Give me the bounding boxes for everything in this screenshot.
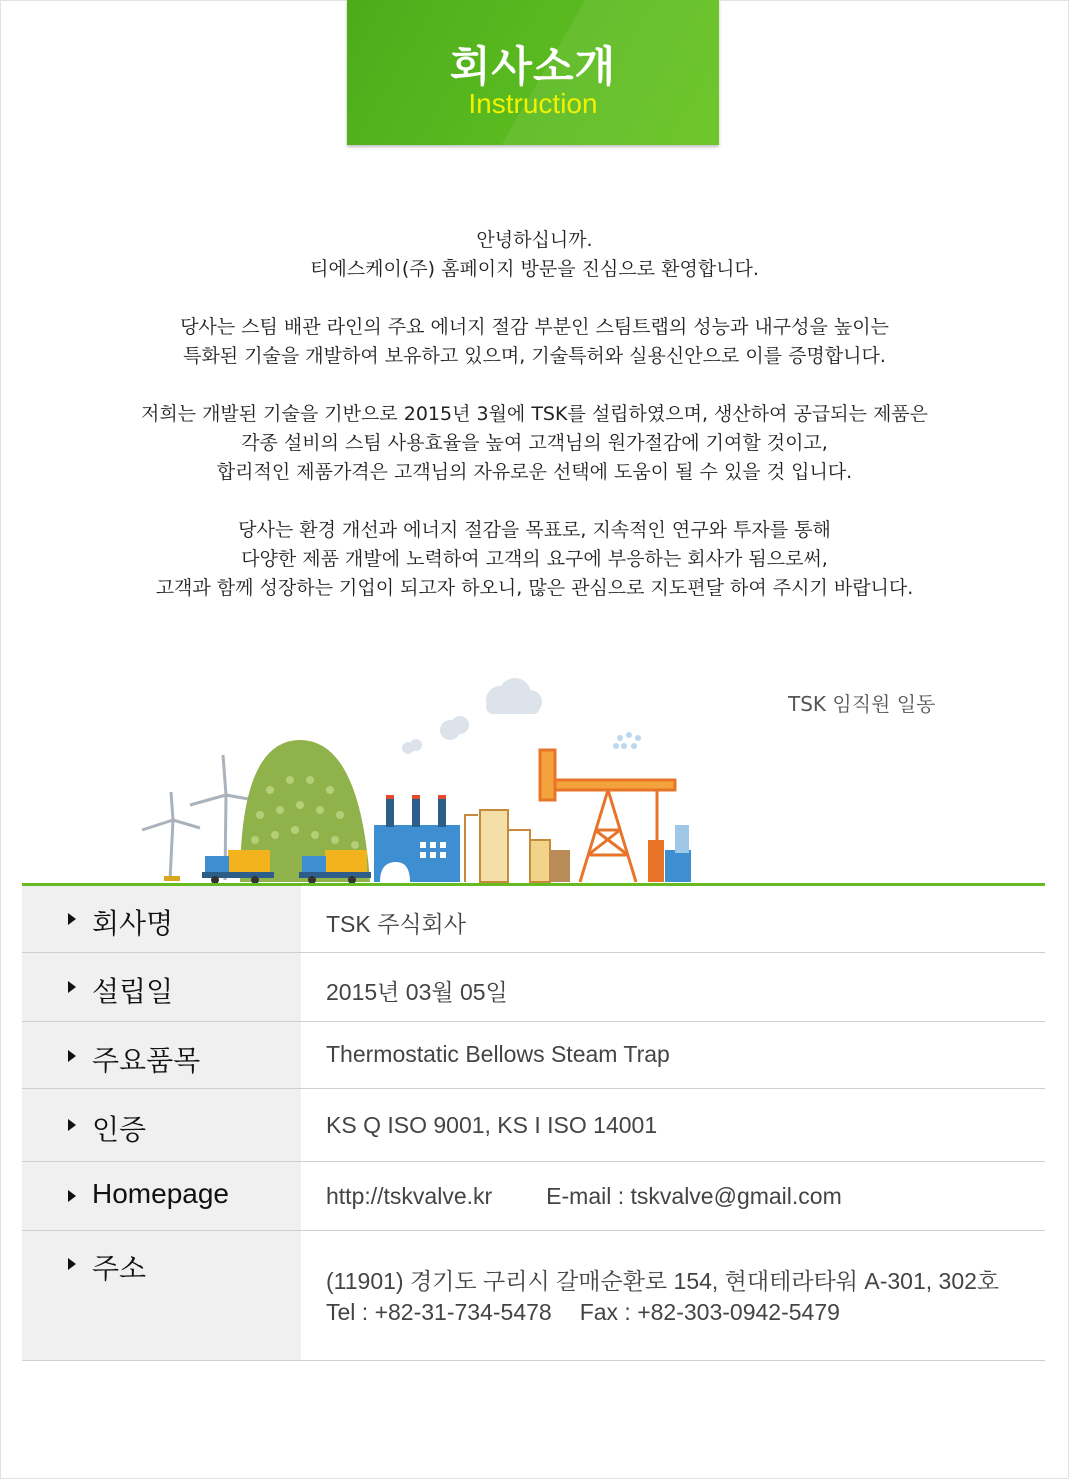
products-label: 주요품목 [92,1045,201,1076]
page-subtitle: Instruction [468,88,598,119]
greeting-line: 각종 설비의 스팀 사용효율을 높여 고객님의 원가절감에 기여할 것이고, [241,432,828,454]
row-label [22,953,301,1021]
arrow-right-icon [68,1050,76,1062]
company-info-table [22,886,1045,1361]
row-value [301,1231,1045,1360]
row-value [301,1089,1045,1161]
greeting-line: 당사는 스팀 배관 라인의 주요 에너지 절감 부분인 스팀트랩의 성능과 내구성을 높이는 [180,316,889,338]
greeting-paragraph [20,400,1049,487]
fax-value: Fax : +82-303-0942-5479 [579,1299,840,1325]
greeting-line: 당사는 환경 개선과 에너지 절감을 목표로, 지속적인 연구와 투자를 통해 [238,519,831,541]
arrow-right-icon [68,1190,76,1202]
homepage-link[interactable]: http://tskvalve.kr [326,1183,493,1209]
founded-value: 2015년 03월 05일 [326,979,508,1005]
industry-illustration [130,670,730,886]
company-label: 회사명 [92,908,174,939]
greeting-paragraph [20,226,1049,284]
table-row [22,1089,1045,1162]
cloud-icon [402,678,542,754]
greeting-text [20,226,1049,632]
arrow-right-icon [68,913,76,925]
homepage-label: Homepage [92,1178,229,1209]
tel-value: Tel : +82-31-734-5478 [326,1299,552,1325]
products-value: Thermostatic Bellows Steam Trap [326,1041,670,1067]
table-row [22,1162,1045,1231]
greeting-line: 고객과 함께 성장하는 기업이 되고자 하오니, 많은 관심으로 지도편달 하여 주시기 바랍니다. [155,577,914,599]
row-label [22,1022,301,1088]
greeting-paragraph [20,516,1049,603]
greeting-line: 안녕하십니까. [476,229,593,251]
header-banner [347,0,719,145]
company-value: TSK 주식회사 [326,911,466,937]
row-label [22,1162,301,1230]
table-row [22,886,1045,953]
row-value [301,1162,1045,1230]
cert-label: 인증 [92,1114,147,1145]
signoff-text: TSK 임직원 일동 [788,692,936,716]
greeting-paragraph [20,313,1049,371]
refinery-icon [465,810,570,882]
arrow-right-icon [68,1119,76,1131]
homepage-value [326,1183,842,1210]
row-label [22,1089,301,1161]
contact-line [326,1299,840,1326]
email-link[interactable]: E-mail : tskvalve@gmail.com [546,1183,842,1209]
table-row [22,1022,1045,1089]
greeting-line: 티에스케이(주) 홈페이지 방문을 진심으로 환영합니다. [310,258,759,280]
greeting-line: 다양한 제품 개발에 노력하여 고객의 요구에 부응하는 회사가 됨으로써, [241,548,828,570]
pipe-icon [648,825,691,882]
greeting-line: 합리적인 제품가격은 고객님의 자유로운 선택에 도움이 될 수 있을 것 입니다. [216,461,853,483]
row-value [301,1022,1045,1088]
row-value [301,886,1045,952]
arrow-right-icon [68,1258,76,1270]
page-title: 회사소개 [449,42,617,91]
arrow-right-icon [68,981,76,993]
address-value: (11901) 경기도 구리시 갈매순환로 154, 현대테라타워 A-301, 302호 [326,1268,1000,1294]
greeting-line: 저희는 개발된 기술을 기반으로 2015년 3월에 TSK를 설립하였으며, 생산하여 공급되는 제품은 [140,403,929,425]
row-label [22,1231,301,1360]
cert-value: KS Q ISO 9001, KS I ISO 14001 [326,1112,658,1138]
table-row [22,953,1045,1022]
cloud-dots-icon [613,732,641,749]
table-row [22,1231,1045,1361]
row-value [301,953,1045,1021]
founded-label: 설립일 [92,976,174,1007]
factory-icon [374,795,460,882]
address-label: 주소 [92,1253,147,1284]
row-label [22,886,301,952]
greeting-line: 특화된 기술을 개발하여 보유하고 있으며, 기술특허와 실용신안으로 이를 증명합니다. [183,345,886,367]
